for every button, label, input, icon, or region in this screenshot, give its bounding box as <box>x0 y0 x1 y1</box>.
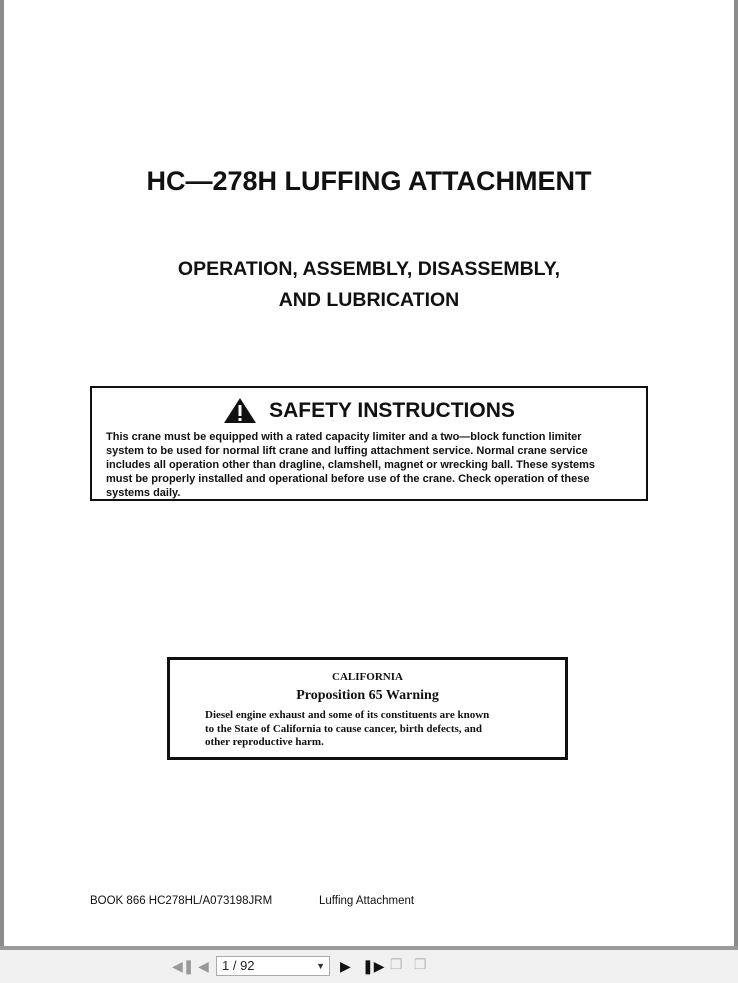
prop65-heading: Proposition 65 Warning <box>296 688 439 703</box>
safety-text <box>106 430 646 500</box>
previous-page-icon[interactable]: ◀ <box>198 958 209 974</box>
safety-heading: SAFETY INSTRUCTIONS <box>269 398 515 422</box>
prop65-line: other reproductive harm. <box>205 736 324 748</box>
safety-line: system to be used for normal lift crane and luffing attachment service. Normal crane service <box>106 445 588 457</box>
safety-line: systems daily. <box>106 487 181 499</box>
pdf-toolbar <box>0 946 738 983</box>
single-page-view-icon[interactable]: ❐ <box>390 956 403 972</box>
chevron-down-icon: ▼ <box>316 961 325 971</box>
safety-line: This crane must be equipped with a rated capacity limiter and a two—block function limiter <box>106 431 582 443</box>
subtitle-line: AND LUBRICATION <box>278 289 460 311</box>
prop65-state: CALIFORNIA <box>332 671 403 683</box>
first-page-icon[interactable]: ◀❚ <box>172 958 195 974</box>
prop65-line: to the State of California to cause cancer, birth defects, and <box>205 722 482 735</box>
safety-instructions-box <box>90 386 648 501</box>
prop65-text <box>205 709 565 750</box>
document-title: HC—278H LUFFING ATTACHMENT <box>146 166 592 196</box>
safety-line: must be properly installed and operational before use of the crane. Check operation of these <box>106 473 590 485</box>
subtitle-line: OPERATION, ASSEMBLY, DISASSEMBLY, <box>177 258 561 280</box>
last-page-icon[interactable]: ❚▶ <box>362 958 385 974</box>
continuous-view-icon[interactable]: ❐ <box>414 956 427 972</box>
safety-line: includes all operation other than dragline, clamshell, magnet or wrecking ball. These systems <box>106 459 596 471</box>
prop65-line: Diesel engine exhaust and some of its constituents are known <box>205 709 490 721</box>
prop65-warning-box <box>167 657 568 760</box>
footer-book-number: BOOK 866 HC278HL/A073198JRM <box>90 895 273 907</box>
warning-triangle-icon <box>223 397 257 424</box>
document-subtitle <box>0 254 738 316</box>
page-number-value: 1 / 92 <box>222 958 255 973</box>
footer-section: Luffing Attachment <box>319 895 415 907</box>
next-page-icon[interactable]: ▶ <box>340 958 351 974</box>
page-number-select[interactable] <box>216 956 330 976</box>
